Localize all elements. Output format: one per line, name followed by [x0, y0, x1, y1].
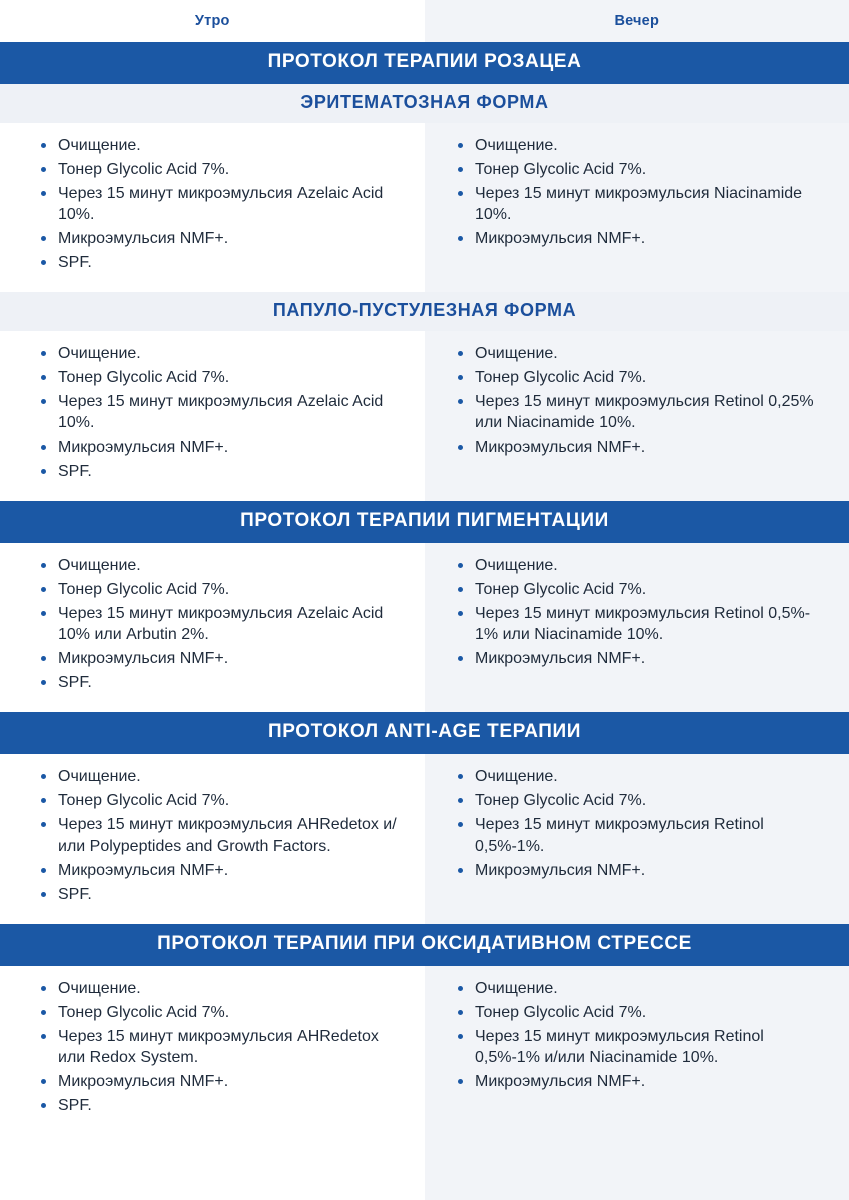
section-subbanner: ПАПУЛО-ПУСТУЛЕЗНАЯ ФОРМА	[0, 292, 849, 331]
morning-routine-cell	[0, 543, 425, 713]
routine-step: Очищение.	[40, 343, 407, 364]
evening-step-list	[457, 343, 831, 458]
routine-step: SPF.	[40, 1095, 407, 1116]
sections-container	[0, 42, 849, 1135]
routine-step: SPF.	[40, 252, 407, 273]
evening-step-list	[457, 978, 831, 1093]
routine-step: Микроэмульсия NMF+.	[40, 228, 407, 249]
morning-routine-cell	[0, 331, 425, 501]
footer-morning-cell	[0, 1135, 425, 1195]
morning-step-list	[40, 343, 407, 482]
section-banner: ПРОТОКОЛ ANTI-AGE ТЕРАПИИ	[0, 712, 849, 754]
routine-step: Микроэмульсия NMF+.	[40, 648, 407, 669]
routine-step: Тонер Glycolic Acid 7%.	[40, 1002, 407, 1023]
routine-step: Микроэмульсия NMF+.	[40, 437, 407, 458]
routine-step: Через 15 минут микроэмульсия Azelaic Acid 10%.	[40, 183, 407, 225]
evening-step-list	[457, 766, 831, 881]
morning-routine-cell	[0, 123, 425, 293]
routine-step: Очищение.	[457, 135, 831, 156]
section-columns	[0, 754, 849, 924]
routine-step: Через 15 минут микроэмульсия AHRedetox и/или Polypeptides and Growth Factors.	[40, 814, 407, 856]
routine-step: SPF.	[40, 884, 407, 905]
routine-step: Тонер Glycolic Acid 7%.	[457, 159, 831, 180]
section-banner: ПРОТОКОЛ ТЕРАПИИ ПИГМЕНТАЦИИ	[0, 501, 849, 543]
evening-routine-cell	[425, 754, 849, 924]
routine-step: Через 15 минут микроэмульсия Retinol 0,5%- 1% или Niacinamide 10%.	[457, 603, 831, 645]
section-columns	[0, 543, 849, 713]
routine-step: Через 15 минут микроэмульсия Azelaic Acid 10%.	[40, 391, 407, 433]
routine-step: Тонер Glycolic Acid 7%.	[457, 1002, 831, 1023]
routine-step: Через 15 минут микроэмульсия Retinol 0,5%-1% и/или Niacinamide 10%.	[457, 1026, 831, 1068]
routine-step: SPF.	[40, 672, 407, 693]
routine-step: Очищение.	[40, 555, 407, 576]
routine-step: Через 15 минут микроэмульсия Azelaic Acid 10% или Arbutin 2%.	[40, 603, 407, 645]
section-banner: ПРОТОКОЛ ТЕРАПИИ ПРИ ОКСИДАТИВНОМ СТРЕССЕ	[0, 924, 849, 966]
routine-step: Через 15 минут микроэмульсия Niacinamide 10%.	[457, 183, 831, 225]
routine-step: Микроэмульсия NMF+.	[457, 228, 831, 249]
evening-step-list	[457, 555, 831, 670]
routine-step: Тонер Glycolic Acid 7%.	[40, 790, 407, 811]
section-subbanner: ЭРИТЕМАТОЗНАЯ ФОРМА	[0, 84, 849, 123]
routine-step: Очищение.	[457, 766, 831, 787]
routine-step: Через 15 минут микроэмульсия Retinol 0,5%-1%.	[457, 814, 831, 856]
routine-step: Очищение.	[40, 135, 407, 156]
column-header-evening: Вечер	[614, 13, 659, 29]
column-headers	[0, 0, 849, 42]
morning-routine-cell	[0, 754, 425, 924]
routine-step: Через 15 минут микроэмульсия Retinol 0,25% или Niacinamide 10%.	[457, 391, 831, 433]
routine-step: Микроэмульсия NMF+.	[457, 1071, 831, 1092]
morning-step-list	[40, 766, 407, 905]
routine-step: Тонер Glycolic Acid 7%.	[457, 579, 831, 600]
evening-step-list	[457, 135, 831, 250]
section-banner: ПРОТОКОЛ ТЕРАПИИ РОЗАЦЕА	[0, 42, 849, 84]
routine-step: Тонер Glycolic Acid 7%.	[40, 367, 407, 388]
routine-step: Очищение.	[457, 978, 831, 999]
routine-step: Очищение.	[457, 343, 831, 364]
morning-step-list	[40, 978, 407, 1117]
routine-step: Очищение.	[40, 766, 407, 787]
sheet-footer-spacer	[0, 1135, 849, 1195]
routine-step: Через 15 минут микроэмульсия AHRedetox или Redox System.	[40, 1026, 407, 1068]
routine-step: Микроэмульсия NMF+.	[457, 860, 831, 881]
morning-routine-cell	[0, 966, 425, 1136]
morning-step-list	[40, 135, 407, 274]
evening-routine-cell	[425, 543, 849, 713]
section-columns	[0, 966, 849, 1136]
routine-step: Тонер Glycolic Acid 7%.	[457, 790, 831, 811]
footer-evening-cell	[425, 1135, 849, 1195]
routine-step: Микроэмульсия NMF+.	[457, 437, 831, 458]
routine-step: Тонер Glycolic Acid 7%.	[457, 367, 831, 388]
routine-step: Микроэмульсия NMF+.	[40, 1071, 407, 1092]
column-header-morning: Утро	[194, 13, 230, 29]
section-columns	[0, 331, 849, 501]
evening-routine-cell	[425, 966, 849, 1136]
routine-step: Очищение.	[40, 978, 407, 999]
evening-routine-cell	[425, 123, 849, 293]
morning-step-list	[40, 555, 407, 694]
routine-step: Тонер Glycolic Acid 7%.	[40, 579, 407, 600]
routine-step: Микроэмульсия NMF+.	[40, 860, 407, 881]
routine-step: Микроэмульсия NMF+.	[457, 648, 831, 669]
section-columns	[0, 123, 849, 293]
evening-routine-cell	[425, 331, 849, 501]
routine-step: Очищение.	[457, 555, 831, 576]
routine-step: SPF.	[40, 461, 407, 482]
routine-step: Тонер Glycolic Acid 7%.	[40, 159, 407, 180]
